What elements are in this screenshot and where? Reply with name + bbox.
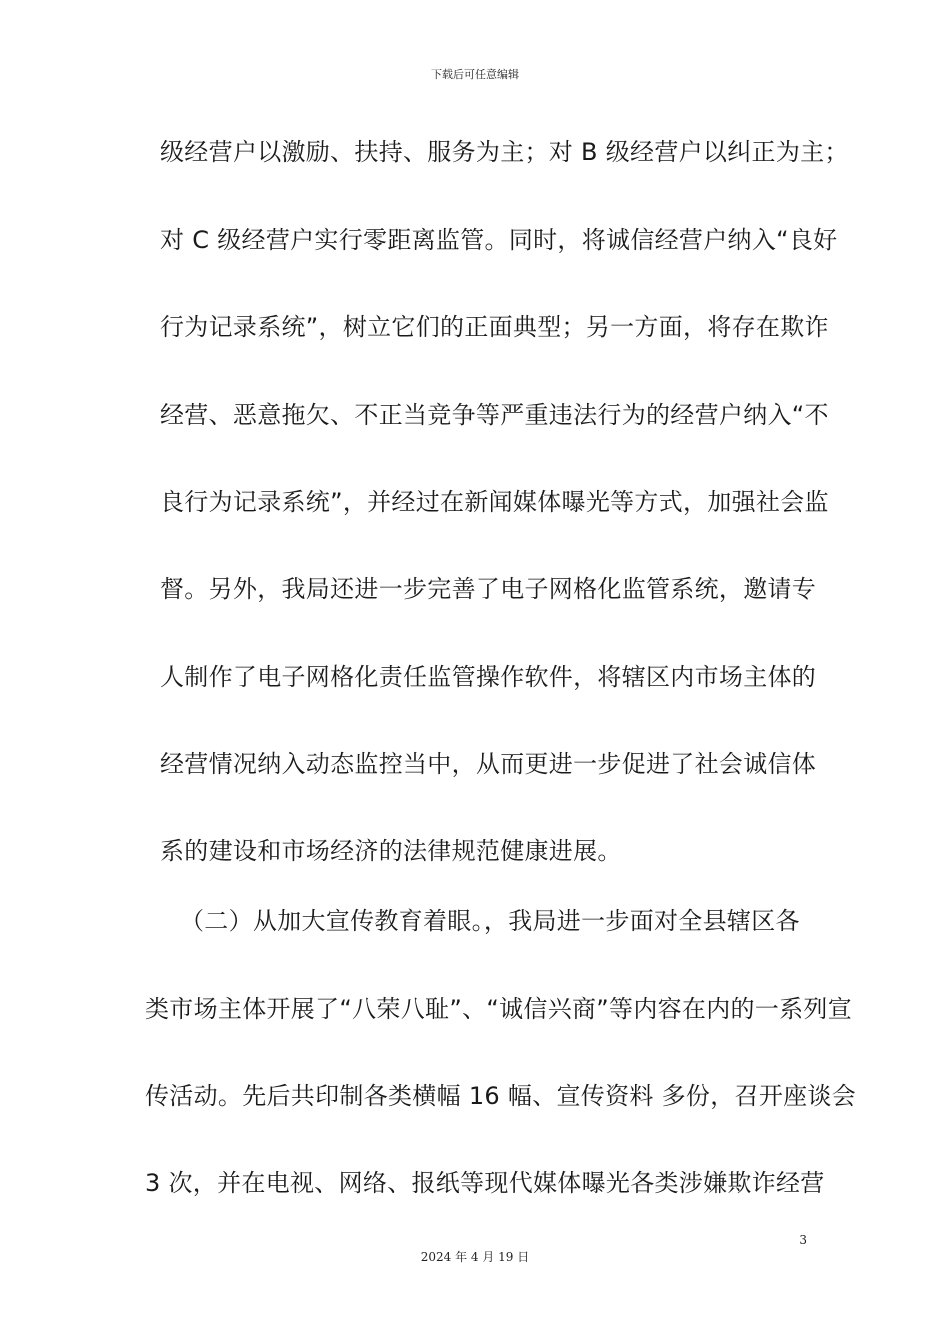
paragraph-line-7: 人制作了电子网格化责任监管操作软件，将辖区内市场主体的 — [160, 663, 817, 691]
paragraph-line-6: 督。另外，我局还进一步完善了电子网格化监管系统，邀请专 — [160, 575, 817, 603]
paragraph-line-4: 经营、恶意拖欠、不正当竞争等严重违法行为的经营户纳入“不 — [160, 401, 829, 429]
page-header: 下载后可任意编辑 — [431, 68, 519, 81]
paragraph-line-11: 类市场主体开展了“八荣八耻”、“诚信兴商”等内容在内的一系列宣 — [145, 995, 853, 1023]
paragraph-line-12: 传活动。先后共印制各类横幅 16 幅、宣传资料 多份，召开座谈会 — [145, 1082, 857, 1110]
paragraph-line-8: 经营情况纳入动态监控当中，从而更进一步促进了社会诚信体 — [160, 750, 817, 778]
paragraph-line-5: 良行为记录系统”，并经过在新闻媒体曝光等方式，加强社会监 — [160, 488, 829, 516]
paragraph-line-2: 对 C 级经营户实行零距离监管。同时，将诚信经营户纳入“良好 — [160, 226, 838, 254]
paragraph-line-9: 系的建设和市场经济的法律规范健康进展。 — [160, 837, 622, 865]
paragraph-line-3: 行为记录系统”，树立它们的正面典型；另一方面，将存在欺诈 — [160, 313, 829, 341]
paragraph-line-13: 3 次，并在电视、网络、报纸等现代媒体曝光各类涉嫌欺诈经营 — [145, 1169, 825, 1197]
page-number: 3 — [799, 1233, 807, 1247]
paragraph-line-1: 级经营户以激励、扶持、服务为主；对 B 级经营户以纠正为主； — [160, 138, 849, 166]
page-footer-date: 2024 年 4 月 19 日 — [420, 1250, 530, 1264]
section-heading-line: （二）从加大宣传教育着眼。，我局进一步面对全县辖区各 — [180, 907, 800, 935]
